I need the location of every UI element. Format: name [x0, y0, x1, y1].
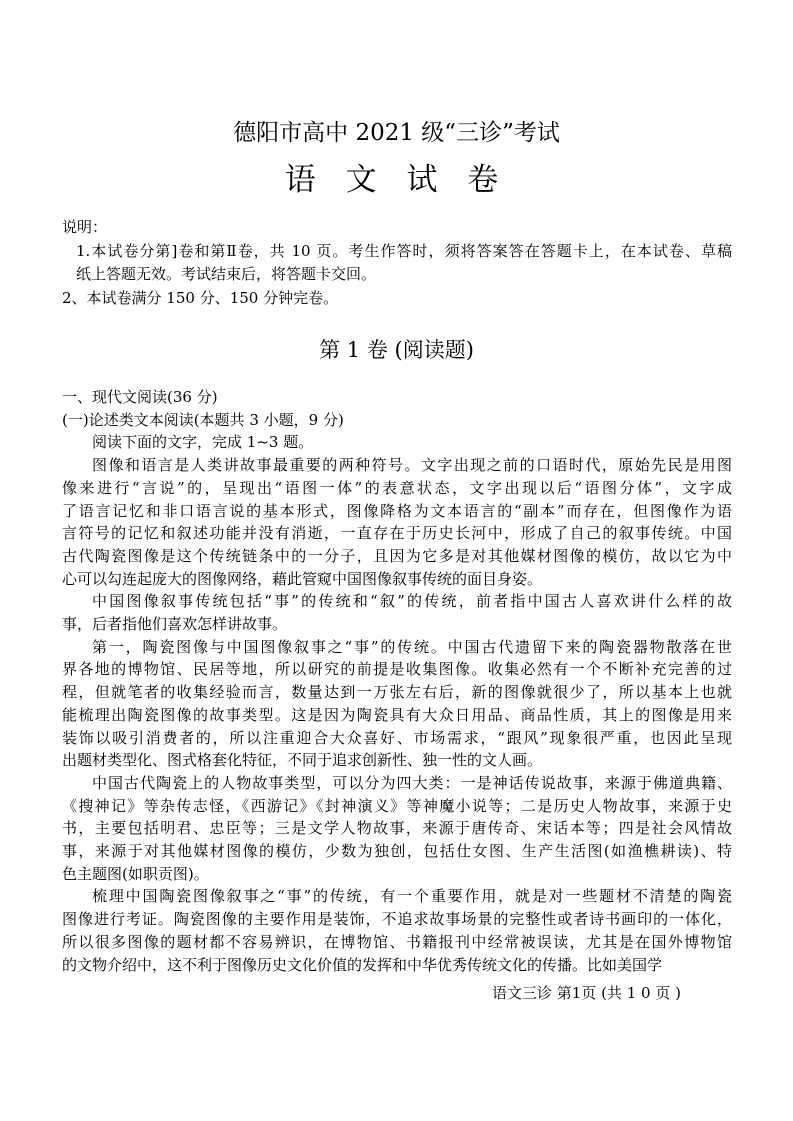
paragraph-line: 图像进行考证。陶瓷图像的主要作用是装饰，不追求故事场景的完整性或者诗书画印的一体化，: [62, 910, 732, 929]
article-body: [62, 386, 732, 976]
paragraph-line: 图像和语言是人类讲故事最重要的两种符号。文字出现之前的口语时代，原始先民是用图: [92, 456, 732, 475]
note-line: 纸上答题无效。考试结束后，将答题卡交回。: [76, 265, 377, 283]
note-line: 1.本试卷分第]卷和第Ⅱ卷，共 10 页。考生作答时，须将答案答在答题卡上，在本试卷、草稿: [76, 241, 732, 260]
notes: [62, 216, 732, 310]
paragraph-line: 梳理中国陶瓷图像叙事之“事”的传统，有一个重要作用，就是对一些题材不清楚的陶瓷: [92, 887, 732, 906]
paragraph-line: 第一，陶瓷图像与中国图像叙事之“事”的传统。中国古代遗留下来的陶瓷器物散落在世: [92, 637, 732, 656]
exam-title: 德阳市高中 2021 级“三诊”考试: [233, 120, 560, 146]
paragraph-line: 《搜神记》等杂传志怪，《西游记》《封神演义》等神魔小说等；二是历史人物故事，来源于史: [62, 796, 732, 815]
paragraph-line: 古代陶瓷图像是这个传统链条中的一分子，且因为它多是对其他媒材图像的模仿，故以它为中: [62, 546, 732, 565]
paragraph-line: 书，主要包括明君、忠臣等；三是文学人物故事，来源于唐传奇、宋话本等；四是社会风情故: [62, 819, 732, 838]
paragraph-line: 像来进行“言说”的，呈现出“语图一体”的表意状态，文字出现以后“语图分体”，文字成: [62, 478, 732, 497]
paragraph-line: 能梳理出陶瓷图像的故事类型。这是因为陶瓷具有大众日用品、商品性质，其上的图像是用来: [62, 705, 732, 724]
page-footer: 语文三诊 第1页 (共 1 0 页 ): [492, 984, 681, 1002]
paragraph-line: 装饰以吸引消费者的，所以注重迎合大众喜好、市场需求，“跟风”现象很严重，也因此呈现: [62, 728, 732, 747]
paragraph-line: 所以很多图像的题材都不容易辨识，在博物馆、书籍报刊中经常被误读，尤其是在国外博物馆: [62, 932, 732, 951]
heading-modern-reading: 一、现代文阅读(36 分): [62, 388, 218, 406]
instruction: 阅读下面的文字，完成 1~3 题。: [92, 433, 314, 452]
section-title: 第 1 卷 (阅读题): [319, 338, 474, 362]
note-line: 2、本试卷满分 150 分、150 分钟完卷。: [62, 288, 339, 307]
paragraph-line: 的文物介绍中，这不利于图像历史文化价值的发挥和中华优秀传统文化的传播。比如美国学: [62, 955, 663, 974]
notes-label: 说明：: [62, 218, 108, 236]
paragraph-line: 事，来源于对其他媒材图像的模仿，少数为独创，包括仕女图、生产生活图(如渔樵耕读)、特: [62, 842, 732, 861]
paragraph-line: 程，但就笔者的收集经验而言，数量达到一万张左右后，新的图像就很少了，所以基本上也就: [62, 683, 732, 702]
paragraph-line: 了语言记忆和非口语言说的基本形式，图像降格为文本语言的“副本”而存在，但图像作为语: [62, 501, 732, 520]
paragraph-line: 出题材类型化、图式格套化特征，不同于追求创新性、独一性的文人画。: [62, 751, 543, 770]
paragraph-line: 事，后者指他们喜欢怎样讲故事。: [62, 615, 288, 634]
paragraph-line: 言符号的记忆和叙述功能并没有消逝，一直存在于历史长河中，形成了自己的叙事传统。中国: [62, 524, 732, 543]
paragraph-line: 中国古代陶瓷上的人物故事类型，可以分为四大类：一是神话传说故事，来源于佛道典籍、: [92, 773, 732, 792]
paragraph-line: 色主题图(如职贡图)。: [62, 864, 209, 883]
exam-subtitle: 语 文 试 卷: [284, 162, 509, 198]
heading-argumentative-reading: (一)论述类文本阅读(本题共 3 小题，9 分): [62, 410, 344, 429]
paragraph-line: 心可以勾连起庞大的图像网络，藉此管窥中国图像叙事传统的面目身姿。: [62, 569, 543, 588]
paragraph-line: 中国图像叙事传统包括“事”的传统和“叙”的传统，前者指中国古人喜欢讲什么样的故: [92, 592, 732, 611]
paragraph-line: 界各地的博物馆、民居等地，所以研究的前提是收集图像。收集必然有一个不断补充完善的过: [62, 660, 732, 679]
